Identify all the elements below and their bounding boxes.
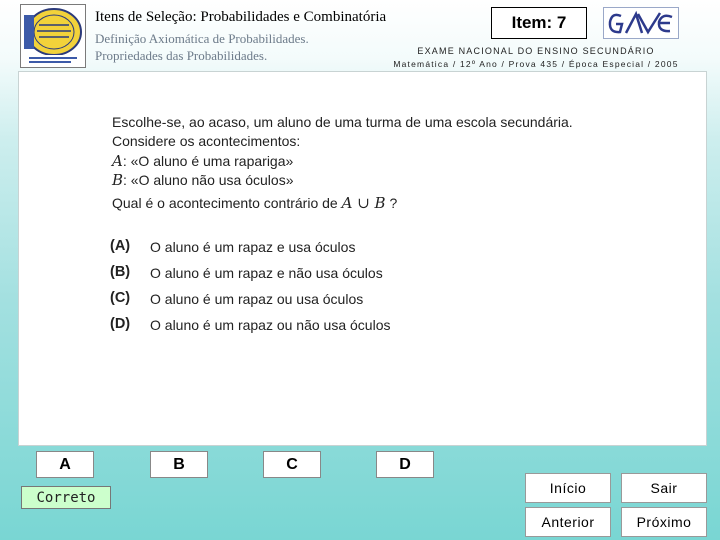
previous-button[interactable]: Anterior (525, 507, 611, 537)
question-mark: ? (389, 195, 398, 211)
answer-a-button[interactable]: A (36, 451, 94, 478)
event-b-symbol: B (112, 171, 124, 189)
school-crest-icon (21, 5, 85, 67)
union-expression: A ∪ B (341, 194, 386, 212)
question-ask-text: Qual é o acontecimento contrário de (112, 195, 338, 211)
option-b-text: O aluno é um rapaz e não usa óculos (150, 265, 383, 281)
option-a-text: O aluno é um rapaz e usa óculos (150, 239, 356, 255)
feedback-correct-badge: Correto (21, 486, 111, 509)
event-a (112, 152, 293, 170)
exit-button[interactable]: Sair (621, 473, 707, 503)
answer-b-button[interactable]: B (150, 451, 208, 478)
page-title: Itens de Seleção: Probabilidades e Combinatória (95, 9, 387, 25)
answer-d-button[interactable]: D (376, 451, 434, 478)
topic-subtitle-1: Definição Axiomática de Probabilidades. (95, 31, 309, 46)
home-button[interactable]: Início (525, 473, 611, 503)
topic-subtitle-2: Propriedades das Probabilidades. (95, 48, 268, 63)
question-consider: Considere os acontecimentos: (112, 133, 301, 149)
option-d-letter: (D) (110, 316, 131, 332)
gave-brand-icon (604, 8, 678, 38)
option-a-letter: (A) (110, 238, 131, 254)
event-a-text: : «O aluno é uma rapariga» (122, 153, 294, 169)
question-statement: Escolhe-se, ao acaso, um aluno de uma turma de uma escola secundária. (112, 114, 573, 130)
event-a-symbol: A (112, 152, 123, 170)
option-c-text: O aluno é um rapaz ou usa óculos (150, 291, 364, 307)
option-d-text: O aluno é um rapaz ou não usa óculos (150, 317, 391, 333)
item-number-badge: Item: 7 (491, 7, 587, 39)
school-logo (20, 4, 86, 68)
next-button[interactable]: Próximo (621, 507, 707, 537)
event-b (112, 171, 294, 189)
event-b-text: : «O aluno não usa óculos» (123, 172, 294, 188)
exam-details: Matemática / 12º Ano / Prova 435 / Época Especial / 2005 (393, 59, 679, 69)
gave-logo (603, 7, 679, 39)
exam-title: EXAME NACIONAL DO ENSINO SECUNDÁRIO (417, 46, 655, 56)
question-ask (112, 194, 397, 212)
answer-c-button[interactable]: C (263, 451, 321, 478)
option-c-letter: (C) (110, 290, 131, 306)
option-b-letter: (B) (110, 264, 131, 280)
